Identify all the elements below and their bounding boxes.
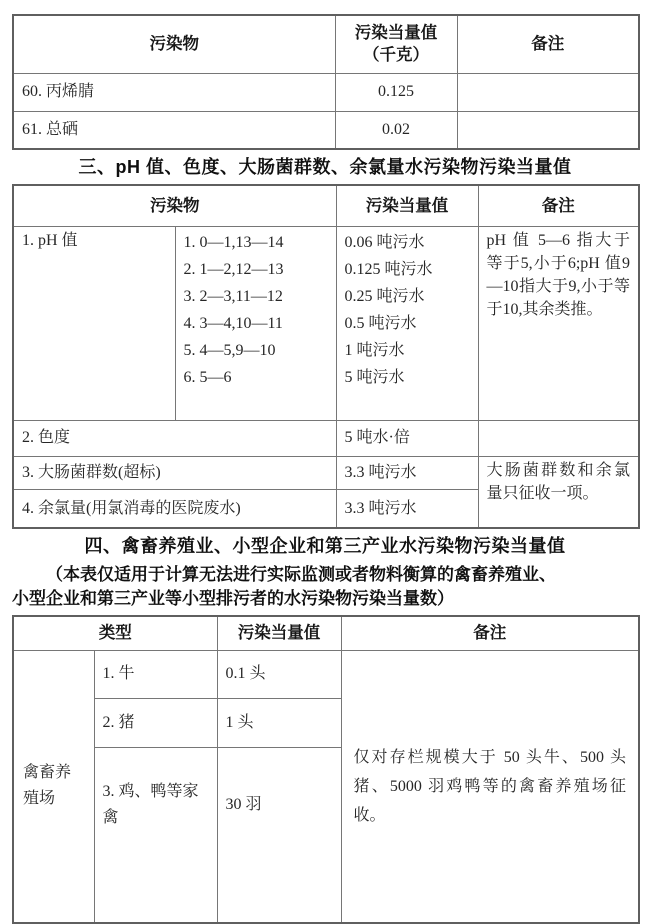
pollutant-value: 0.125 — [335, 73, 457, 111]
table-row — [13, 111, 639, 149]
ph-value-list — [336, 226, 478, 420]
ph-value-line: 5 吨污水 — [344, 368, 405, 386]
table3-header-type: 类型 — [13, 616, 217, 650]
animal-type: 1. 牛 — [94, 650, 217, 698]
table1-header-value — [335, 15, 457, 73]
pollutant-equivalent-table-continued — [12, 14, 640, 150]
ph-value-line: 1 吨污水 — [344, 341, 405, 359]
ph-name: 1. pH 值 — [13, 226, 175, 420]
ph-remark: pH 值 5—6 指大于等于5,小于6;pH 值9—10指大于9,小于等于10,其余类推。 — [478, 226, 639, 420]
livestock-table — [12, 615, 640, 924]
ph-row — [13, 226, 639, 420]
animal-value: 30 羽 — [217, 747, 341, 923]
table2-header-row — [13, 185, 639, 226]
animal-type: 2. 猪 — [94, 698, 217, 747]
ph-range-line: 4. 3—4,10—11 — [183, 314, 283, 332]
pollutant-value: 3.3 吨污水 — [336, 456, 478, 489]
table3-header-remark: 备注 — [341, 616, 639, 650]
table1-header-value-line2: （千克） — [363, 46, 429, 65]
table1-header-pollutant: 污染物 — [13, 15, 335, 73]
ph-range-line: 2. 1—2,12—13 — [183, 260, 284, 278]
table3-header-value: 污染当量值 — [217, 616, 341, 650]
remark-cell-empty — [457, 111, 639, 149]
livestock-remark: 仅对存栏规模大于 50 头牛、500 头猪、5000 羽鸡鸭等的禽畜养殖场征收。 — [341, 650, 639, 923]
pollutant-name: 3. 大肠菌群数(超标) — [13, 456, 336, 489]
table2-header-remark: 备注 — [478, 185, 639, 226]
table1-header-row — [13, 15, 639, 73]
livestock-group-label: 禽畜养殖场 — [13, 650, 94, 923]
ph-value-line: 0.25 吨污水 — [344, 287, 425, 305]
ph-value-line: 0.125 吨污水 — [344, 260, 433, 278]
section3-title: 三、pH 值、色度、大肠菌群数、余氯量水污染物污染当量值 — [78, 157, 572, 177]
animal-type: 3. 鸡、鸭等家禽 — [94, 747, 217, 923]
table3-header-row — [13, 616, 639, 650]
table1-header-remark: 备注 — [457, 15, 639, 73]
ph-value-line: 0.5 吨污水 — [344, 314, 417, 332]
table2-header-value: 污染当量值 — [336, 185, 478, 226]
animal-value: 1 头 — [217, 698, 341, 747]
section4-title: 四、禽畜养殖业、小型企业和第三产业水污染物污染当量值 — [84, 536, 566, 556]
ph-range-line: 1. 0—1,13—14 — [183, 233, 284, 251]
pollutant-name: 60. 丙烯腈 — [13, 73, 335, 111]
remark-cell-empty — [478, 420, 639, 456]
table2-header-pollutant: 污染物 — [13, 185, 336, 226]
pollutant-name: 61. 总硒 — [13, 111, 335, 149]
ph-range-line: 3. 2—3,11—12 — [183, 287, 283, 305]
table-row — [13, 73, 639, 111]
pollutant-name: 2. 色度 — [13, 420, 336, 456]
ph-range-line: 5. 4—5,9—10 — [183, 341, 276, 359]
section4-note-line1: （本表仅适用于计算无法进行实际监测或者物料衡算的禽畜养殖业、 — [46, 565, 556, 584]
ph-range-list — [175, 226, 336, 420]
pollutant-value: 5 吨水·倍 — [336, 420, 478, 456]
ph-color-coliform-table — [12, 184, 640, 529]
section4-note-line2: 小型企业和第三产业等小型排污者的水污染物污染当量数） — [12, 589, 454, 608]
pollutant-value: 0.02 — [335, 111, 457, 149]
remark-cell-empty — [457, 73, 639, 111]
table1-header-value-line1: 污染当量值 — [354, 23, 438, 42]
pollutant-value: 3.3 吨污水 — [336, 489, 478, 528]
ph-value-line: 0.06 吨污水 — [344, 233, 425, 251]
table-row — [13, 420, 639, 456]
coliform-chlorine-remark: 大肠菌群数和余氯量只征收一项。 — [478, 456, 639, 528]
table-row — [13, 650, 639, 698]
table-row — [13, 456, 639, 489]
section4-note — [12, 563, 638, 611]
pollutant-name: 4. 余氯量(用氯消毒的医院废水) — [13, 489, 336, 528]
animal-value: 0.1 头 — [217, 650, 341, 698]
ph-range-line: 6. 5—6 — [183, 368, 232, 386]
